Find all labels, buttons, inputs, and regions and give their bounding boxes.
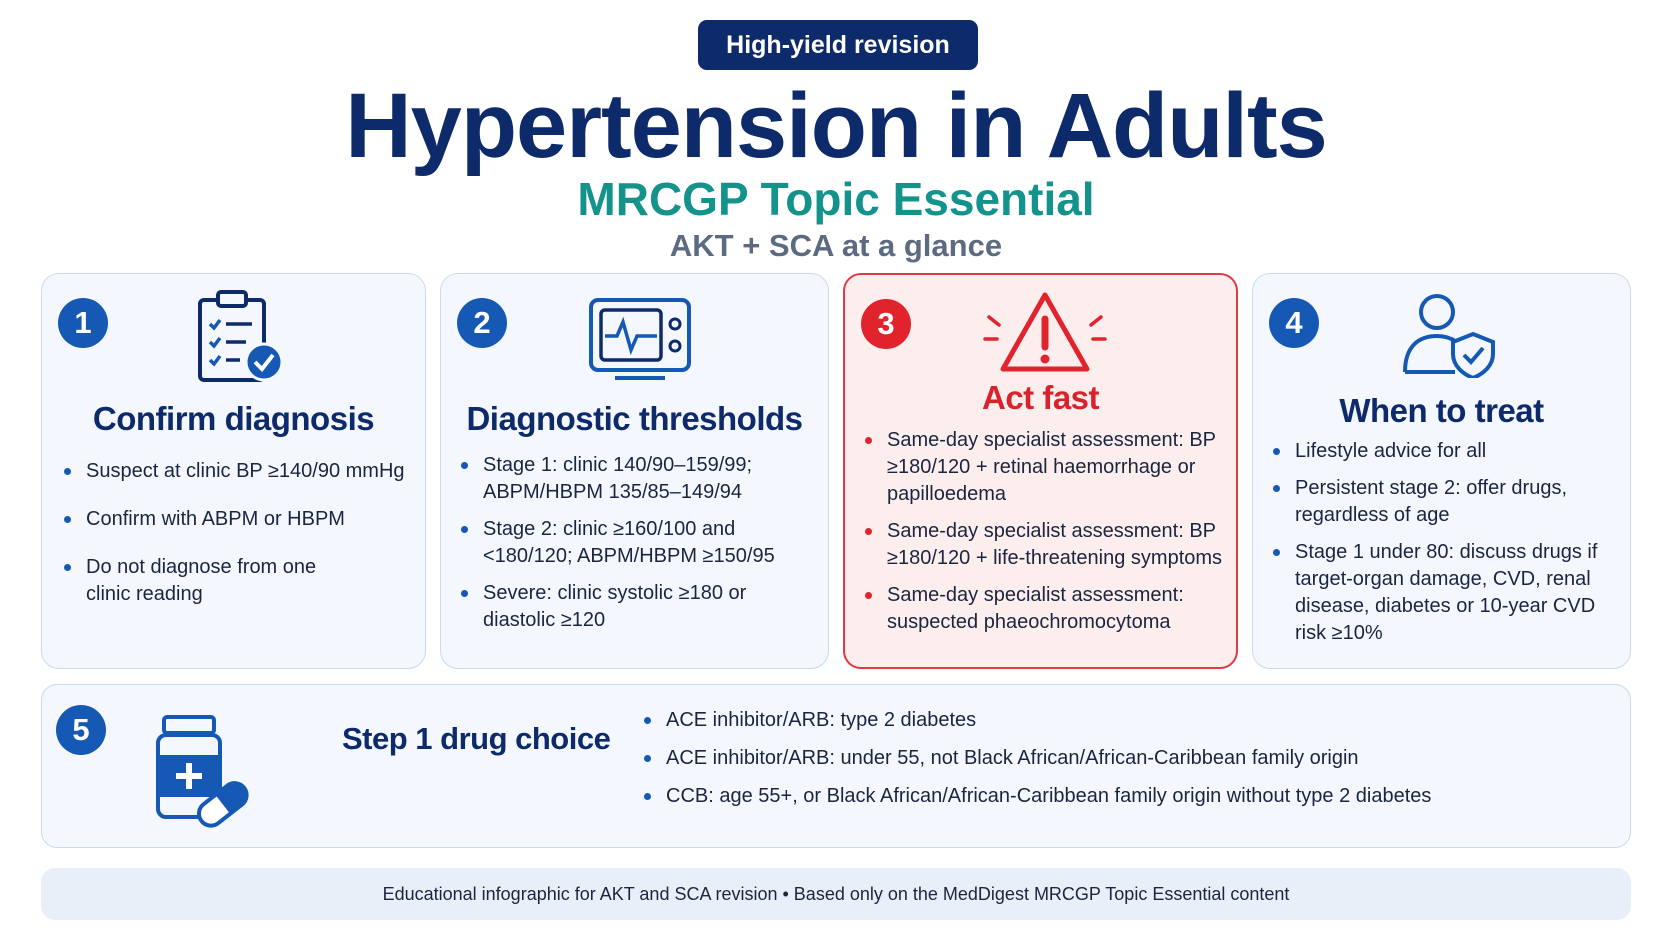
list-item: Do not diagnose from one clinic reading: [62, 554, 332, 608]
medicine-bottle-icon: [152, 713, 252, 833]
card-title: Diagnostic thresholds: [466, 400, 803, 437]
bullet-list: [62, 458, 417, 608]
card-title: Act fast: [981, 379, 1100, 416]
header-badge: High-yield revision: [698, 20, 978, 70]
card-step-1-drug-choice: [41, 684, 1631, 848]
list-item: ACE inhibitor/ARB: under 55, not Black African/African-Caribbean family origin: [642, 745, 1602, 772]
bullet-list: [1271, 438, 1616, 647]
user-shield-icon: [1399, 288, 1499, 378]
step-number-badge: 4: [1269, 298, 1319, 348]
bullet-list: [459, 452, 819, 634]
step-number-badge: 5: [56, 705, 106, 755]
list-item: CCB: age 55+, or Black African/African-Caribbean family origin without type 2 diabetes: [642, 783, 1602, 810]
list-item: ACE inhibitor/ARB: type 2 diabetes: [642, 707, 1602, 734]
list-item: Lifestyle advice for all: [1271, 438, 1616, 465]
list-item: Stage 1 under 80: discuss drugs if target-organ damage, CVD, renal disease, diabetes or 10-year CVD risk ≥10%: [1271, 539, 1616, 647]
list-item: Severe: clinic systolic ≥180 or diastolic ≥120: [459, 580, 759, 634]
card-title: When to treat: [1339, 392, 1544, 429]
list-item: Stage 2: clinic ≥160/100 and <180/120; ABPM/HBPM ≥150/95: [459, 516, 819, 570]
card-title: Step 1 drug choice: [342, 721, 611, 756]
step-number-badge: 1: [58, 298, 108, 348]
list-item: Confirm with ABPM or HBPM: [62, 506, 417, 533]
page-tagline: AKT + SCA at a glance: [669, 228, 1003, 263]
list-item: Same-day specialist assessment: BP ≥180/120 + life-threatening symptoms: [863, 518, 1223, 572]
list-item: Suspect at clinic BP ≥140/90 mmHg: [62, 458, 417, 485]
step-number-badge: 2: [457, 298, 507, 348]
monitor-heartbeat-icon: [587, 294, 693, 384]
list-item: Same-day specialist assessment: suspected phaeochromocytoma: [863, 582, 1223, 636]
card-diagnostic-thresholds: [440, 273, 829, 669]
step-number-badge: 3: [861, 299, 911, 349]
card-title: Confirm diagnosis: [92, 400, 375, 437]
card-confirm-diagnosis: [41, 273, 426, 669]
footer-note: Educational infographic for AKT and SCA revision • Based only on the MedDigest MRCGP Topic Essential content: [41, 868, 1631, 920]
page-title: Hypertension in Adults: [345, 75, 1327, 177]
bullet-list: [642, 707, 1602, 810]
list-item: Stage 1: clinic 140/90–159/99; ABPM/HBPM 135/85–149/94: [459, 452, 819, 506]
list-item: Same-day specialist assessment: BP ≥180/120 + retinal haemorrhage or papilloedema: [863, 427, 1223, 508]
clipboard-check-icon: [192, 288, 292, 388]
card-act-fast: [843, 273, 1238, 669]
bullet-list: [863, 427, 1223, 636]
warning-triangle-icon: [975, 287, 1115, 377]
card-when-to-treat: [1252, 273, 1631, 669]
page-subtitle: MRCGP Topic Essential: [577, 173, 1095, 225]
list-item: Persistent stage 2: offer drugs, regardless of age: [1271, 475, 1616, 529]
